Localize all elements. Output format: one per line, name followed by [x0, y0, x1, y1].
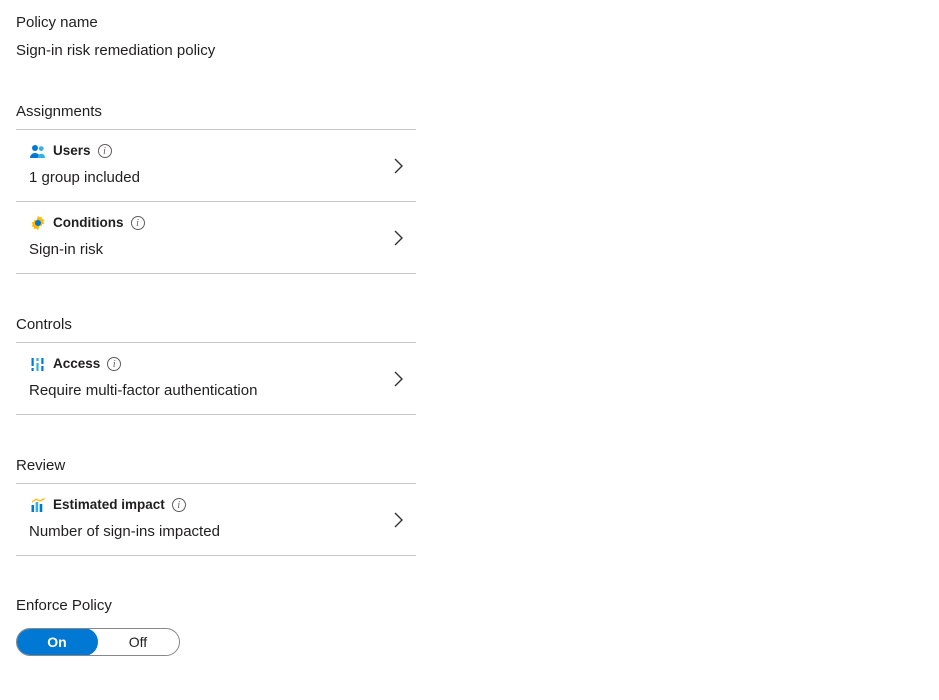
users-icon [29, 143, 46, 160]
card-users-header [16, 142, 416, 160]
chevron-right-icon[interactable] [392, 227, 406, 249]
enforce-policy-toggle[interactable] [16, 628, 180, 656]
card-access-header [16, 355, 416, 373]
card-conditions-header [16, 214, 416, 232]
card-users-title: Users [53, 143, 91, 158]
card-conditions-title: Conditions [53, 215, 124, 230]
section-title-assignments: Assignments [16, 102, 416, 130]
card-conditions[interactable] [16, 202, 416, 274]
section-title-review: Review [16, 456, 416, 484]
card-access[interactable] [16, 343, 416, 415]
chevron-right-icon[interactable] [392, 368, 406, 390]
toggle-option-off[interactable]: Off [128, 634, 148, 650]
card-access-subtitle: Require multi-factor authentication [29, 382, 258, 399]
info-icon[interactable]: i [98, 144, 112, 158]
card-estimated-impact-title: Estimated impact [53, 497, 165, 512]
chevron-right-icon[interactable] [392, 509, 406, 531]
policy-name-label: Policy name [16, 14, 98, 31]
chevron-right-icon[interactable] [392, 155, 406, 177]
card-estimated-impact-header [16, 496, 416, 514]
card-users[interactable] [16, 130, 416, 202]
section-title-controls: Controls [16, 315, 416, 343]
info-icon[interactable]: i [172, 498, 186, 512]
info-icon[interactable]: i [131, 216, 145, 230]
access-sliders-icon [29, 356, 46, 373]
spacer [16, 274, 416, 315]
conditions-gear-icon [29, 215, 46, 232]
card-estimated-impact-subtitle: Number of sign-ins impacted [29, 523, 220, 540]
enforce-policy-label: Enforce Policy [16, 597, 112, 614]
estimated-impact-chart-icon [29, 497, 46, 514]
card-conditions-subtitle: Sign-in risk [29, 241, 104, 258]
toggle-option-on[interactable]: On [16, 628, 98, 656]
spacer [16, 415, 416, 456]
card-access-title: Access [53, 356, 101, 371]
spacer [16, 61, 416, 102]
policy-name-value: Sign-in risk remediation policy [16, 42, 216, 59]
policy-panel [16, 0, 416, 656]
card-estimated-impact[interactable] [16, 484, 416, 556]
card-users-subtitle: 1 group included [29, 169, 140, 186]
info-icon[interactable]: i [107, 357, 121, 371]
